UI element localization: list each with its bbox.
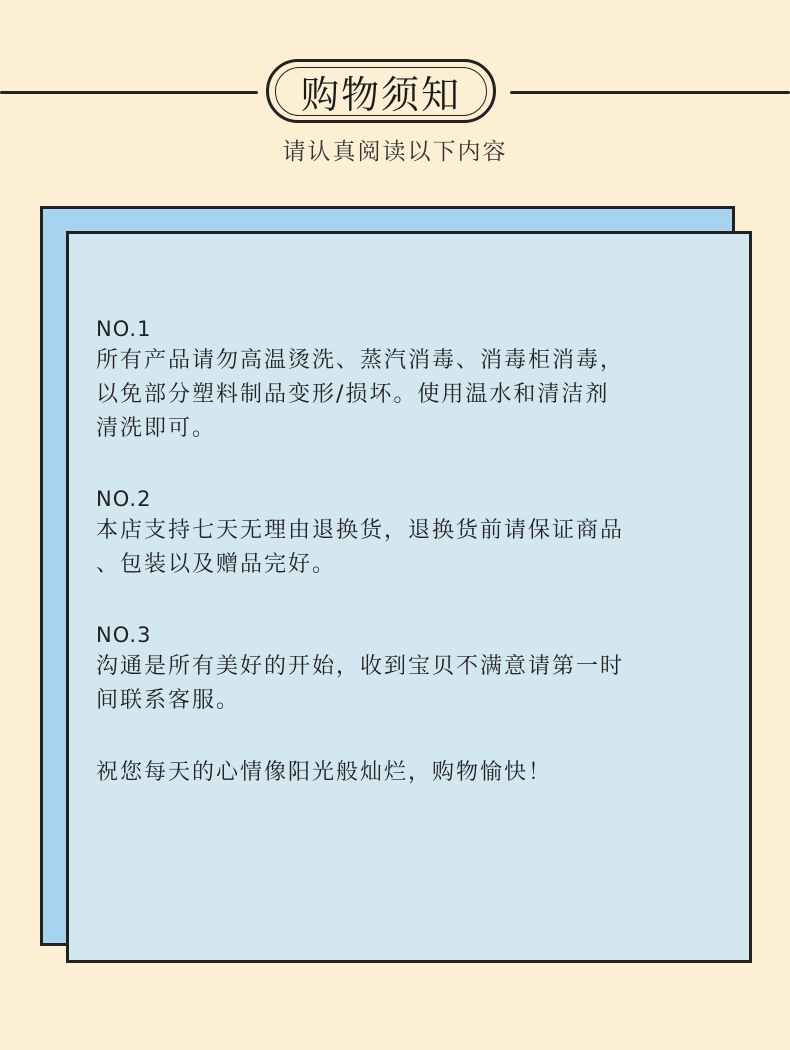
header-divider-right bbox=[510, 91, 790, 94]
section-text bbox=[96, 650, 736, 718]
section-line: 本店支持七天无理由退换货，退换货前请保证商品 bbox=[96, 518, 625, 543]
section-heading: NO.3 bbox=[96, 623, 152, 647]
header-divider-left bbox=[0, 91, 258, 94]
section-line: 间联系客服。 bbox=[96, 688, 241, 713]
section-heading: NO.2 bbox=[96, 487, 152, 511]
section-line: 、包装以及赠品完好。 bbox=[96, 552, 337, 577]
title-badge bbox=[266, 59, 496, 123]
page-subtitle: 请认真阅读以下内容 bbox=[282, 139, 508, 165]
section-line: 所有产品请勿高温烫洗、蒸汽消毒、消毒柜消毒， bbox=[96, 348, 625, 373]
notice-section-3 bbox=[96, 620, 736, 718]
section-line: 清洗即可。 bbox=[96, 416, 217, 441]
section-text bbox=[96, 344, 736, 446]
section-line: 以免部分塑料制品变形/损坏。使用温水和清洁剂 bbox=[96, 382, 610, 407]
page-title: 购物须知 bbox=[300, 72, 461, 117]
section-text bbox=[96, 514, 736, 582]
section-line: 沟通是所有美好的开始，收到宝贝不满意请第一时 bbox=[96, 654, 625, 679]
notice-section-1 bbox=[96, 314, 736, 446]
section-heading: NO.1 bbox=[96, 317, 152, 341]
notice-content bbox=[96, 314, 736, 790]
closing-message: 祝您每天的心情像阳光般灿烂，购物愉快！ bbox=[96, 760, 553, 785]
notice-section-2 bbox=[96, 484, 736, 582]
